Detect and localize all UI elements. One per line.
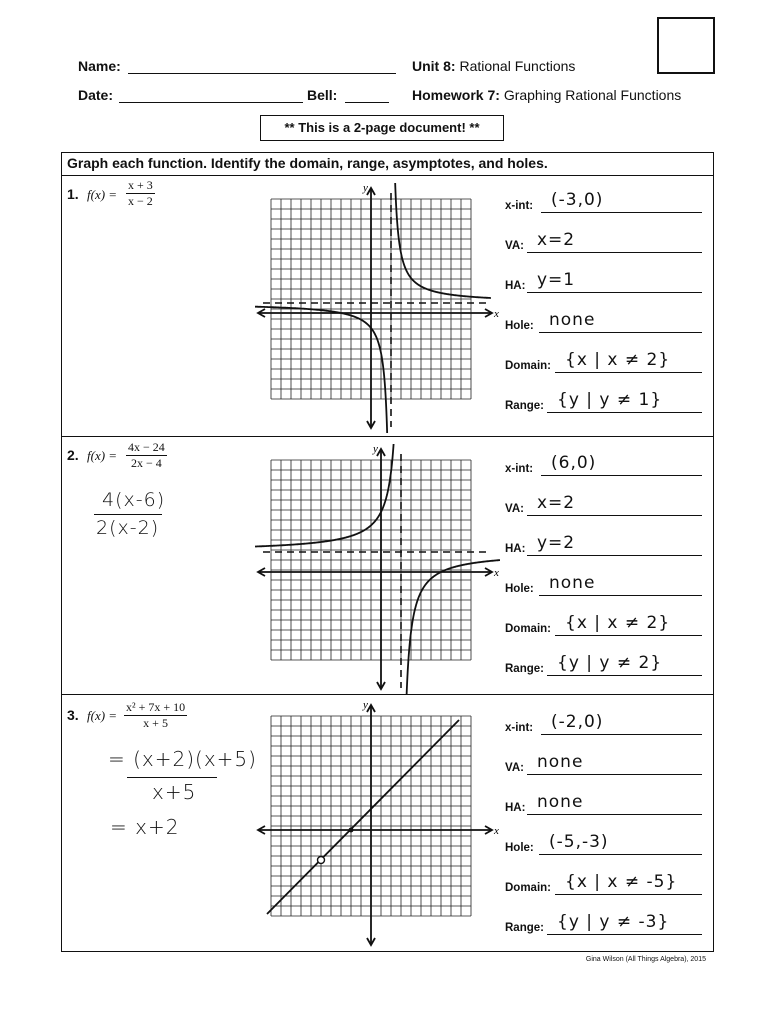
- problem-2-ha-answer: y=2: [537, 533, 576, 553]
- x-axis-label: x: [494, 825, 499, 837]
- problem-3-fraction: [124, 700, 187, 731]
- date-label: Date:: [78, 87, 114, 103]
- right-branch-curve: [395, 183, 491, 298]
- problem-1-hole-answer: none: [549, 310, 596, 330]
- homework-title: Graphing Rational Functions: [503, 87, 682, 103]
- problem-1-fraction: [126, 178, 155, 209]
- name-field[interactable]: [128, 58, 396, 74]
- y-axis-label: y: [373, 444, 378, 455]
- problem-2-denominator: 2x − 4: [131, 456, 162, 470]
- problem-3-range-label: Range:: [505, 922, 544, 934]
- homework-label: Homework 7:: [412, 87, 500, 103]
- x-axis-label: x: [494, 308, 499, 320]
- x-axis-label: x: [494, 567, 499, 579]
- problem-2-domain-answer: {x | x ≠ 2}: [565, 613, 671, 633]
- problem-3-work-line-3: = x+2: [110, 815, 180, 839]
- problem-3-graph[interactable]: [255, 700, 500, 950]
- problem-2-range-label: Range:: [505, 663, 544, 675]
- problem-2-xint-label: x-int:: [505, 463, 534, 475]
- problem-3-hole-label: Hole:: [505, 842, 534, 854]
- unit-label: Unit 8:: [412, 58, 456, 74]
- problem-1-xint-label: x-int:: [505, 200, 534, 212]
- bell-field[interactable]: [345, 87, 389, 103]
- name-label: Name:: [78, 58, 121, 74]
- problem-1-denominator: x − 2: [128, 194, 153, 208]
- problem-1-graph[interactable]: [255, 183, 500, 433]
- problem-1-va-label: VA:: [505, 240, 524, 252]
- hole-marker: [318, 857, 325, 864]
- problem-1-domain-label: Domain:: [505, 360, 551, 372]
- date-field[interactable]: [119, 87, 303, 103]
- problem-1-ha-answer: y=1: [537, 270, 576, 290]
- problem-3-domain-answer: {x | x ≠ -5}: [565, 872, 678, 892]
- y-axis-label: y: [363, 183, 368, 194]
- problem-3-denominator: x + 5: [143, 716, 168, 730]
- graph-axes: [258, 705, 492, 945]
- problem-2-va-label: VA:: [505, 503, 524, 515]
- problem-1-number: 1.: [67, 186, 79, 202]
- problem-3-va-answer: none: [537, 752, 584, 772]
- problem-3-xint-label: x-int:: [505, 722, 534, 734]
- problem-1-function-prefix: [87, 187, 117, 203]
- problem-2-prefix-text: f(x) =: [87, 448, 118, 463]
- problem-2-hole-label: Hole:: [505, 583, 534, 595]
- problem-1-ha-label: HA:: [505, 280, 526, 292]
- y-axis-label: y: [363, 700, 368, 711]
- problem-1-va-answer: x=2: [537, 230, 576, 250]
- graph-axes: [258, 449, 492, 689]
- instructions: Graph each function. Identify the domain, range, asymptotes, and holes.: [67, 155, 548, 171]
- problem-3-function-prefix: [87, 708, 117, 724]
- problem-3-xint-answer: (-2,0): [551, 712, 604, 732]
- problem-divider-1: [61, 436, 714, 437]
- problem-divider-2: [61, 694, 714, 695]
- problem-1-numerator: x + 3: [128, 178, 153, 192]
- problem-1-xint-answer: (-3,0): [551, 190, 604, 210]
- problem-1-domain-answer: {x | x ≠ 2}: [565, 350, 671, 370]
- problem-1-hole-label: Hole:: [505, 320, 534, 332]
- problem-3-ha-answer: none: [537, 792, 584, 812]
- unit-title: Rational Functions: [459, 58, 576, 74]
- two-page-banner: ** This is a 2-page document! **: [260, 115, 504, 141]
- problem-2-function-prefix: [87, 448, 117, 464]
- problem-1-range-answer: {y | y ≠ 1}: [557, 390, 663, 410]
- problem-2-numerator: 4x − 24: [128, 440, 165, 454]
- problem-2-domain-label: Domain:: [505, 623, 551, 635]
- problem-2-range-answer: {y | y ≠ 2}: [557, 653, 663, 673]
- problem-2-graph[interactable]: [255, 444, 500, 694]
- problem-3-ha-label: HA:: [505, 802, 526, 814]
- problem-2-work-bar: [94, 514, 162, 515]
- x-intercept-point: [349, 828, 354, 833]
- problem-3-hole-answer: (-5,-3): [549, 832, 609, 852]
- problem-3-number: 3.: [67, 707, 79, 723]
- problem-2-fraction: [126, 440, 167, 471]
- problem-2-number: 2.: [67, 447, 79, 463]
- bell-label: Bell:: [307, 87, 338, 103]
- graph-grid: [271, 460, 471, 660]
- problem-1-range-label: Range:: [505, 400, 544, 412]
- unit-heading: [412, 58, 575, 74]
- problem-3-work-bar: [127, 777, 217, 778]
- problem-3-prefix-text: f(x) =: [87, 708, 118, 723]
- line-graph: [267, 720, 459, 914]
- problem-2-va-answer: x=2: [537, 493, 576, 513]
- footer-credit: Gina Wilson (All Things Algebra), 2015: [585, 956, 706, 963]
- problem-2-xint-answer: (6,0): [551, 453, 597, 473]
- score-box: [657, 17, 715, 74]
- left-branch-curve: [255, 444, 394, 547]
- homework-heading: [412, 87, 681, 103]
- problem-3-va-label: VA:: [505, 762, 524, 774]
- instructions-divider: [61, 175, 714, 176]
- problem-1-prefix-text: f(x) =: [87, 187, 118, 202]
- problem-2-work-denominator: 2(x-2): [96, 517, 160, 539]
- problem-2-work-numerator: 4(x-6): [102, 489, 166, 511]
- problem-2-ha-label: HA:: [505, 543, 526, 555]
- problem-3-range-answer: {y | y ≠ -3}: [557, 912, 670, 932]
- problem-3-domain-label: Domain:: [505, 882, 551, 894]
- problem-2-hole-answer: none: [549, 573, 596, 593]
- problem-3-numerator: x² + 7x + 10: [126, 700, 186, 714]
- problem-3-work-line-1: = (x+2)(x+5): [108, 747, 257, 771]
- problem-3-work-line-2: x+5: [152, 780, 197, 804]
